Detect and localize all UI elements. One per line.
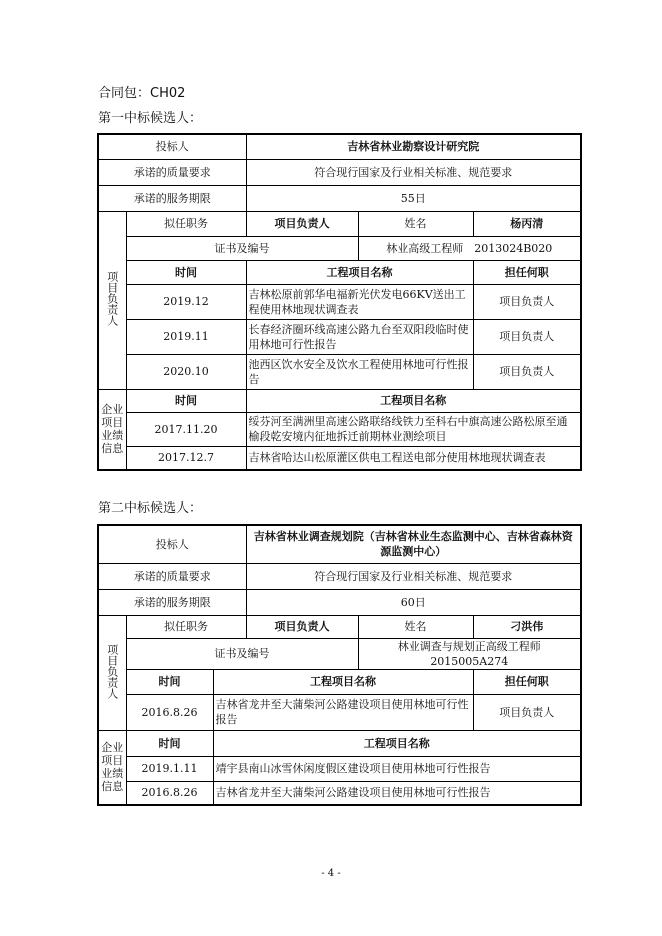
table-row: 2017.12.7 吉林省哈达山松原灌区供电工程送电部分使用林地现状调查表 <box>98 446 581 470</box>
cert-label: 证书及编号 <box>126 638 358 669</box>
period-value: 55日 <box>246 185 581 211</box>
candidate-2-title: 第二中标候选人： <box>98 501 203 516</box>
company-side-label: 企业项目业绩信息 <box>98 730 126 805</box>
period-label: 承诺的服务期限 <box>98 185 246 211</box>
position-value: 项目负责人 <box>246 211 358 236</box>
table-row: 2019.12 吉林松原前郭华电福新光伏发电66KV送出工程使用林地现状调查表 项目负责人 <box>98 284 581 319</box>
quality-value: 符合现行国家及行业相关标准、规范要求 <box>246 159 581 185</box>
role-header: 担任何职 <box>473 260 581 284</box>
cert-value: 林业调查与规划正高级工程师 2015005A274 <box>358 638 581 669</box>
quality-label: 承诺的质量要求 <box>98 159 246 185</box>
bidder-label: 投标人 <box>98 134 246 159</box>
cert-label: 证书及编号 <box>126 236 358 260</box>
candidate-2-table <box>97 524 582 806</box>
quality-label: 承诺的质量要求 <box>98 563 246 589</box>
candidate-1-table <box>97 133 582 471</box>
table-row: 2020.10 池西区饮水安全及饮水工程使用林地可行性报告 项目负责人 <box>98 354 581 389</box>
project-name-header: 工程项目名称 <box>213 730 581 756</box>
project-name-header: 工程项目名称 <box>246 260 473 284</box>
position-label: 拟任职务 <box>126 211 246 236</box>
company-side-label: 企业项目业绩信息 <box>98 389 126 470</box>
project-name-header: 工程项目名称 <box>246 389 581 412</box>
pm-side-label: 项目负责人 <box>98 615 126 730</box>
period-label: 承诺的服务期限 <box>98 589 246 615</box>
name-label: 姓名 <box>358 211 473 236</box>
cert-value: 林业高级工程师 2013024B020 <box>358 236 581 260</box>
bidder-value: 吉林省林业勘察设计研究院 <box>246 134 581 159</box>
person-name: 刁洪伟 <box>473 615 581 638</box>
table-row: 2017.11.20 绥芬河至满洲里高速公路联络线铁力至科右中旗高速公路松原至通榆段乾安境内征地拆迁前期林业测绘项目 <box>98 412 581 446</box>
bidder-label: 投标人 <box>98 525 246 563</box>
position-label: 拟任职务 <box>126 615 246 638</box>
candidate-1-title: 第一中标候选人： <box>98 111 203 126</box>
pm-side-label: 项目负责人 <box>98 211 126 389</box>
bidder-value: 吉林省林业调查规划院（吉林省林业生态监测中心、吉林省森林资源监测中心） <box>246 525 581 563</box>
table-row: 2019.1.11 靖宇县南山冰雪休闲度假区建设项目使用林地可行性报告 <box>98 756 581 781</box>
person-name: 杨丙清 <box>473 211 581 236</box>
name-label: 姓名 <box>358 615 473 638</box>
table-row: 2016.8.26 吉林省龙井至大蒲柴河公路建设项目使用林地可行性报告 项目负责人 <box>98 694 581 730</box>
table-row: 2016.8.26 吉林省龙井至大蒲柴河公路建设项目使用林地可行性报告 <box>98 781 581 805</box>
time-header: 时间 <box>126 389 246 412</box>
role-header: 担任何职 <box>473 669 581 694</box>
period-value: 60日 <box>246 589 581 615</box>
quality-value: 符合现行国家及行业相关标准、规范要求 <box>246 563 581 589</box>
time-header: 时间 <box>126 730 213 756</box>
page-number: - 4 - <box>321 868 341 879</box>
position-value: 项目负责人 <box>246 615 358 638</box>
time-header: 时间 <box>126 260 246 284</box>
contract-package: 合同包：CH02 <box>98 86 186 101</box>
table-row: 2019.11 长春经济圈环线高速公路九台至双阳段临时使用林地可行性报告 项目负责人 <box>98 319 581 354</box>
time-header: 时间 <box>126 669 213 694</box>
project-name-header: 工程项目名称 <box>213 669 473 694</box>
